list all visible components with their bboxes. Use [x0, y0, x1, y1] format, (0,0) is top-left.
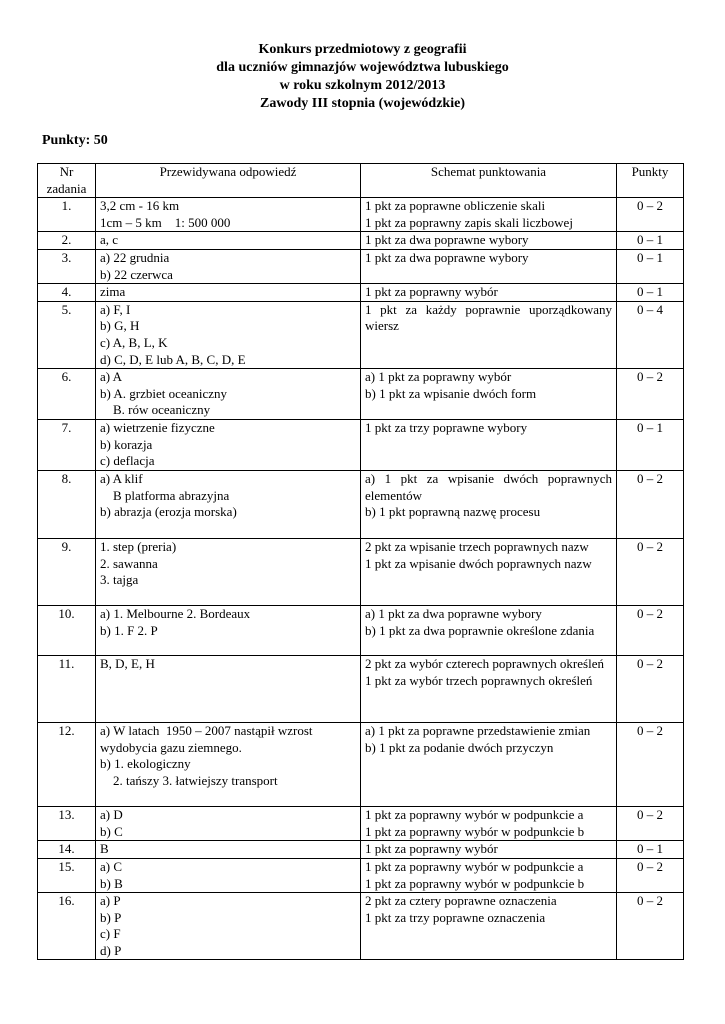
points-range: 0 – 1 — [617, 284, 684, 302]
table-row — [38, 539, 684, 606]
answer-line: 1cm – 5 km 1: 500 000 — [100, 214, 231, 230]
table-row — [38, 471, 684, 539]
scoring-scheme — [361, 198, 617, 232]
answer-line: B, D, E, H — [100, 656, 155, 672]
task-number: 8. — [38, 471, 96, 539]
task-number: 10. — [38, 606, 96, 656]
answer-line: 3,2 cm - 16 km — [100, 198, 180, 214]
expected-answer — [96, 284, 361, 302]
answer-line: a) 22 grudnia — [100, 249, 170, 265]
scheme-line: 1 pkt za dwa poprawne wybory — [365, 249, 529, 265]
expected-answer — [96, 858, 361, 892]
answer-line: b) C — [100, 823, 123, 839]
task-number: 1. — [38, 198, 96, 232]
expected-answer — [96, 539, 361, 606]
task-number: 11. — [38, 656, 96, 723]
points-range: 0 – 2 — [617, 656, 684, 723]
points-range: 0 – 1 — [617, 420, 684, 471]
answer-line: 1. step (preria) — [100, 539, 177, 555]
scheme-line: b) 1 pkt za podanie dwóch przyczyn — [365, 739, 554, 755]
answer-line: b) korazja — [100, 436, 153, 452]
scheme-line: 1 pkt za wybór trzech poprawnych określeń — [365, 672, 593, 688]
scoring-scheme — [361, 369, 617, 420]
header-line-3: w roku szkolnym 2012/2013 — [279, 78, 446, 93]
scoring-scheme — [361, 723, 617, 807]
answer-line: c) deflacja — [100, 453, 155, 469]
task-number: 12. — [38, 723, 96, 807]
scheme-line: b) 1 pkt za wpisanie dwóch form — [365, 385, 537, 401]
scoring-scheme — [361, 284, 617, 302]
table-header-row — [38, 164, 684, 198]
column-header-number: Nr zadania — [38, 164, 96, 198]
scoring-scheme — [361, 249, 617, 283]
answer-line: b) G, H — [100, 318, 140, 334]
answer-line: a) W latach 1950 – 2007 nastąpił wzrost wydobycia gazu ziemnego. — [100, 723, 316, 755]
table-row — [38, 249, 684, 283]
scheme-line: 2 pkt za wybór czterech poprawnych określeń — [365, 656, 604, 672]
scheme-line: 1 pkt za poprawne obliczenie skali — [365, 198, 546, 214]
scheme-line: a) 1 pkt za wpisanie dwóch poprawnych elementów — [365, 471, 616, 503]
header-line-2: dla uczniów gimnazjów województwa lubuskiego — [216, 60, 509, 75]
scheme-line: 1 pkt za poprawny zapis skali liczbowej — [365, 214, 573, 230]
answer-line: a) C — [100, 858, 123, 874]
answer-line: b) A. grzbiet oceaniczny — [100, 385, 228, 401]
scoring-scheme — [361, 232, 617, 250]
scheme-line: b) 1 pkt poprawną nazwę procesu — [365, 504, 541, 520]
table-row — [38, 656, 684, 723]
scheme-line: 2 pkt za cztery poprawne oznaczenia — [365, 893, 557, 909]
answer-line: b) 1. ekologiczny — [100, 756, 191, 772]
expected-answer — [96, 249, 361, 283]
answer-line: a) P — [100, 893, 121, 909]
expected-answer — [96, 301, 361, 368]
points-range: 0 – 2 — [617, 471, 684, 539]
answer-line: d) C, D, E lub A, B, C, D, E — [100, 351, 246, 367]
table-row — [38, 893, 684, 960]
answer-line: a) 1. Melbourne 2. Bordeaux — [100, 606, 251, 622]
points-range: 0 – 2 — [617, 606, 684, 656]
table-row — [38, 301, 684, 368]
scheme-line: 1 pkt za wpisanie dwóch poprawnych nazw — [365, 555, 592, 571]
points-range: 0 – 1 — [617, 232, 684, 250]
answer-line: a) D — [100, 807, 123, 823]
answer-line: a) A klif — [100, 471, 143, 487]
points-range: 0 – 2 — [617, 539, 684, 606]
answer-key-table — [37, 163, 684, 960]
column-header-points: Punkty — [617, 164, 684, 198]
scoring-scheme — [361, 656, 617, 723]
table-row — [38, 198, 684, 232]
answer-line: b) 1. F 2. P — [100, 622, 158, 638]
answer-line: a) F, I — [100, 301, 131, 317]
answer-line: c) A, B, L, K — [100, 334, 168, 350]
points-range: 0 – 1 — [617, 249, 684, 283]
task-number: 9. — [38, 539, 96, 606]
answer-line: c) F — [100, 926, 121, 942]
task-number: 5. — [38, 301, 96, 368]
answer-line: B — [100, 841, 109, 857]
scheme-line: 1 pkt za trzy poprawne wybory — [365, 420, 528, 436]
scheme-line: a) 1 pkt za poprawne przedstawienie zmian — [365, 723, 591, 739]
scoring-scheme — [361, 420, 617, 471]
points-range: 0 – 2 — [617, 723, 684, 807]
expected-answer — [96, 656, 361, 723]
header-line-4: Zawody III stopnia (wojewódzkie) — [260, 96, 465, 111]
points-range: 0 – 2 — [617, 807, 684, 841]
task-number: 4. — [38, 284, 96, 302]
answer-line: B. rów oceaniczny — [100, 402, 211, 418]
scoring-scheme — [361, 807, 617, 841]
answer-line: b) abrazja (erozja morska) — [100, 504, 237, 520]
task-number: 3. — [38, 249, 96, 283]
points-range: 0 – 2 — [617, 198, 684, 232]
table-row — [38, 723, 684, 807]
total-points-label: Punkty: 50 — [42, 133, 108, 148]
table-row — [38, 232, 684, 250]
answer-line: a) wietrzenie fizyczne — [100, 420, 215, 436]
scoring-scheme — [361, 471, 617, 539]
expected-answer — [96, 369, 361, 420]
points-range: 0 – 2 — [617, 893, 684, 960]
answer-line: a, c — [100, 232, 119, 248]
scheme-line: 1 pkt za poprawny wybór w podpunkcie a — [365, 858, 584, 874]
table-row — [38, 369, 684, 420]
answer-line: d) P — [100, 942, 122, 958]
points-range: 0 – 2 — [617, 369, 684, 420]
table-row — [38, 606, 684, 656]
scheme-line: 1 pkt za trzy poprawne oznaczenia — [365, 909, 546, 925]
expected-answer — [96, 841, 361, 859]
task-number: 14. — [38, 841, 96, 859]
scoring-scheme — [361, 841, 617, 859]
answer-line: a) A — [100, 369, 123, 385]
task-number: 15. — [38, 858, 96, 892]
scheme-line: b) 1 pkt za dwa poprawnie określone zdania — [365, 622, 595, 638]
answer-line: b) P — [100, 909, 122, 925]
answer-line: b) 22 czerwca — [100, 266, 173, 282]
expected-answer — [96, 807, 361, 841]
column-header-answer: Przewidywana odpowiedź — [96, 164, 361, 198]
answer-line: 3. tajga — [100, 572, 139, 588]
scheme-line: 1 pkt za każdy poprawnie uporządkowany wiersz — [365, 301, 616, 334]
scoring-scheme — [361, 893, 617, 960]
expected-answer — [96, 471, 361, 539]
scheme-line: 1 pkt za poprawny wybór w podpunkcie b — [365, 823, 585, 839]
task-number: 13. — [38, 807, 96, 841]
table-body — [38, 198, 684, 960]
expected-answer — [96, 723, 361, 807]
scheme-line: a) 1 pkt za dwa poprawne wybory — [365, 606, 542, 622]
scheme-line: 1 pkt za poprawny wybór w podpunkcie b — [365, 875, 585, 891]
task-number: 2. — [38, 232, 96, 250]
points-range: 0 – 4 — [617, 301, 684, 368]
expected-answer — [96, 893, 361, 960]
scheme-line: 2 pkt za wpisanie trzech poprawnych nazw — [365, 539, 589, 555]
scheme-line: 1 pkt za poprawny wybór — [365, 841, 498, 857]
expected-answer — [96, 420, 361, 471]
scheme-line: a) 1 pkt za poprawny wybór — [365, 369, 512, 385]
column-header-scheme: Schemat punktowania — [361, 164, 617, 198]
expected-answer — [96, 232, 361, 250]
table-row — [38, 841, 684, 859]
points-range: 0 – 2 — [617, 858, 684, 892]
expected-answer — [96, 198, 361, 232]
scoring-scheme — [361, 858, 617, 892]
scoring-scheme — [361, 301, 617, 368]
scheme-line: 1 pkt za poprawny wybór — [365, 284, 498, 300]
table-row — [38, 284, 684, 302]
points-range: 0 – 1 — [617, 841, 684, 859]
answer-line: zima — [100, 284, 126, 300]
document-header — [0, 41, 725, 113]
scheme-line: 1 pkt za poprawny wybór w podpunkcie a — [365, 807, 584, 823]
table-row — [38, 420, 684, 471]
scoring-scheme — [361, 606, 617, 656]
scoring-scheme — [361, 539, 617, 606]
answer-line: b) B — [100, 875, 123, 891]
scheme-line: 1 pkt za dwa poprawne wybory — [365, 232, 529, 248]
table-row — [38, 807, 684, 841]
table-row — [38, 858, 684, 892]
answer-line: B platforma abrazyjna — [100, 487, 230, 503]
task-number: 6. — [38, 369, 96, 420]
task-number: 16. — [38, 893, 96, 960]
answer-line: 2. tańszy 3. łatwiejszy transport — [100, 772, 278, 788]
answer-line: 2. sawanna — [100, 555, 158, 571]
task-number: 7. — [38, 420, 96, 471]
expected-answer — [96, 606, 361, 656]
header-line-1: Konkurs przedmiotowy z geografii — [258, 42, 467, 57]
